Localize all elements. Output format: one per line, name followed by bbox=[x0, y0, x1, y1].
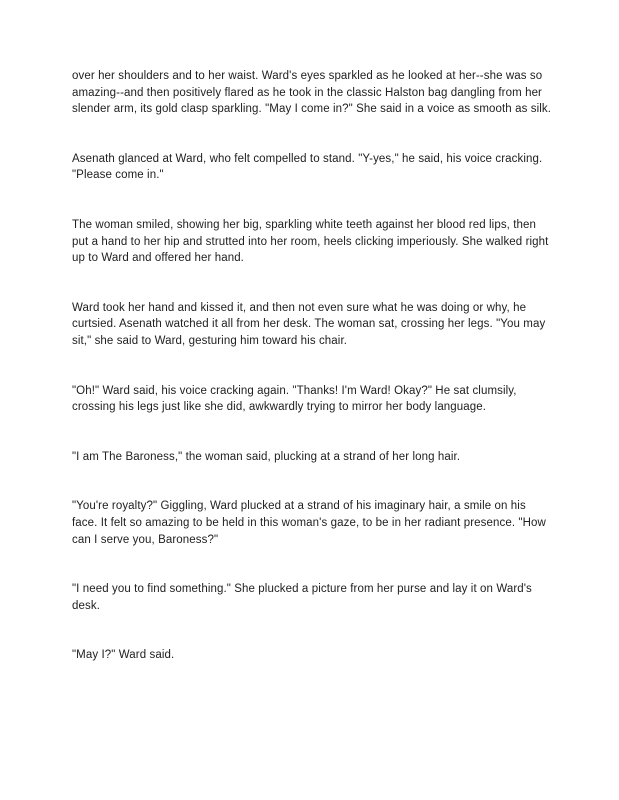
paragraph: "Oh!" Ward said, his voice cracking again. "Thanks! I'm Ward! Okay?" He sat clumsily, crossing his legs just like she did, awkwardly trying to mirror her body language. bbox=[72, 384, 517, 414]
paragraph: The woman smiled, showing her big, sparkling white teeth against her blood red lips, then put a hand to her hip and strutted into her room, heels clicking imperiously. She walked right up to Ward and offered her hand. bbox=[72, 218, 549, 265]
paragraph: "I am The Baroness," the woman said, plucking at a strand of her long hair. bbox=[72, 450, 461, 463]
paragraph: Ward took her hand and kissed it, and then not even sure what he was doing or why, he curtsied. Asenath watched it all from her desk. The woman sat, crossing her legs. "You may sit," she said to Ward, gesturing him toward his chair. bbox=[72, 301, 546, 347]
paragraph: "You're royalty?" Giggling, Ward plucked at a strand of his imaginary hair, a smile on his face. It felt so amazing to be held in this woman's gaze, to be in her radiant presence. "How can I serve you, Baroness?" bbox=[72, 500, 546, 546]
paragraph: "May I?" Ward said. bbox=[72, 649, 175, 662]
document-text-body bbox=[72, 68, 553, 664]
paragraph: over her shoulders and to her waist. Ward's eyes sparkled as he looked at her--she was so amazing--and then positively flared as he took in the classic Halston bag dangling from her slender arm, its gold clasp sparkling. "May I come in?" She said in a voice as smooth as silk. bbox=[72, 70, 552, 116]
paragraph: Asenath glanced at Ward, who felt compelled to stand. "Y-yes," he said, his voice cracking. "Please come in." bbox=[72, 152, 543, 182]
paragraph: "I need you to find something." She plucked a picture from her purse and lay it on Ward's desk. bbox=[72, 583, 532, 612]
